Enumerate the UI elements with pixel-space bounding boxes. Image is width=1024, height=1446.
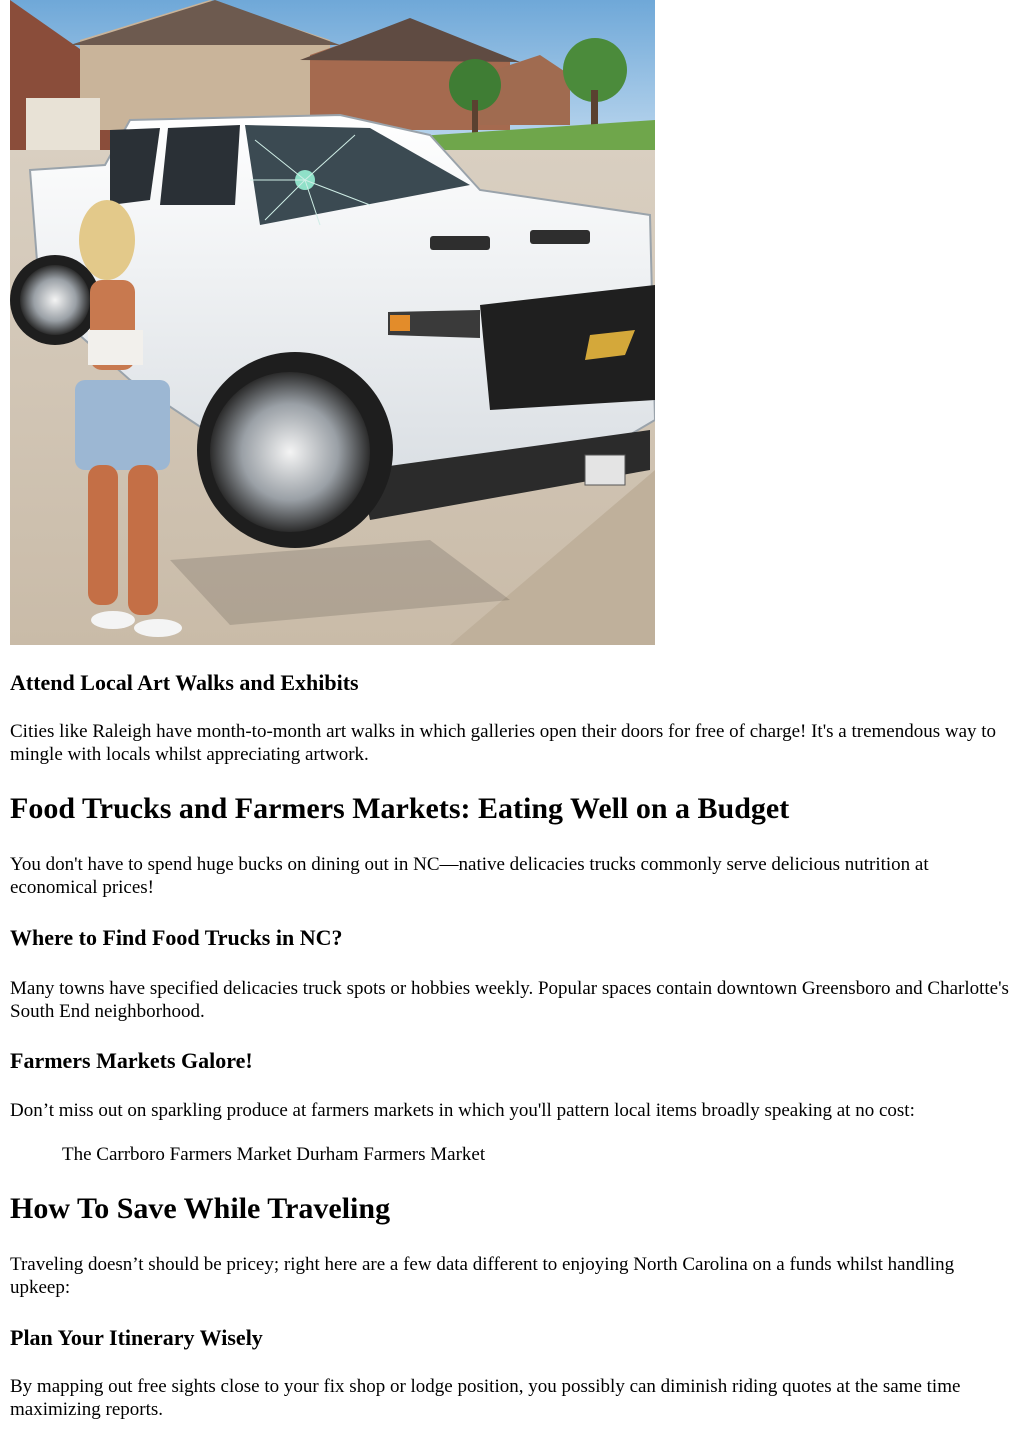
hero-image (10, 0, 655, 645)
paragraph-food: You don't have to spend huge bucks on dining out in NC—native delicacies trucks commonly serve delicious nutrition at economical prices! (10, 854, 929, 898)
section-heading-travel: How To Save While Traveling (10, 1192, 391, 1225)
paragraph-farmers: Don’t miss out on sparkling produce at farmers markets in which you'll pattern local items broadly speaking at no cost: (10, 1100, 915, 1121)
paragraph-itinerary: By mapping out free sights close to your fix shop or lodge position, you possibly can diminish riding quotes at the same time maximizing reports. (10, 1376, 961, 1420)
paragraph-travel: Traveling doesn’t should be pricey; right here are a few data different to enjoying North Carolina on a funds whilst handling upkeep: (10, 1254, 955, 1298)
farmers-market-list: The Carrboro Farmers Market Durham Farmers Market (62, 1144, 486, 1165)
section-heading-food-trucks: Where to Find Food Trucks in NC? (10, 925, 343, 950)
section-heading-farmers: Farmers Markets Galore! (10, 1048, 253, 1073)
section-heading-art-walks: Attend Local Art Walks and Exhibits (10, 670, 359, 695)
section-heading-itinerary: Plan Your Itinerary Wisely (10, 1325, 263, 1350)
paragraph-food-trucks: Many towns have specified delicacies truck spots or hobbies weekly. Popular spaces contain downtown Greensboro and Charlotte's South End neighborhood. (10, 978, 1009, 1022)
section-heading-food: Food Trucks and Farmers Markets: Eating Well on a Budget (10, 792, 790, 825)
paragraph-art-walks: Cities like Raleigh have month-to-month art walks in which galleries open their doors for free of charge! It's a tremendous way to mingle with locals whilst appreciating artwork. (10, 721, 997, 765)
